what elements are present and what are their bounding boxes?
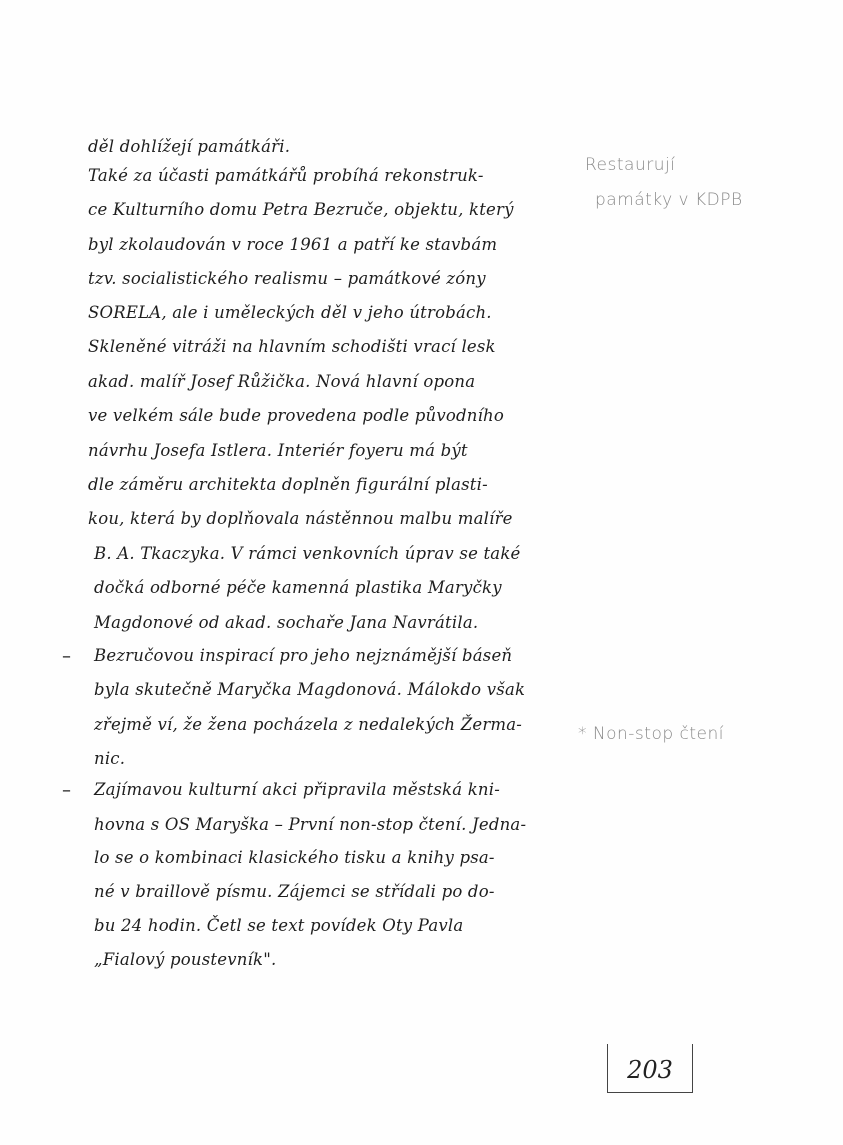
text-line: Zajímavou kulturní akci připravila městská kni- (94, 780, 501, 799)
text-line: ve velkém sále bude provedena podle původního (88, 406, 505, 425)
text-line: tzv. socialistického realismu – památkové zóny (88, 269, 486, 288)
page-number-box (607, 1044, 693, 1093)
text-line: nic. (94, 749, 126, 768)
text-line: byl zkolaudován v roce 1961 a patří ke stavbám (88, 235, 498, 254)
margin-note: památky v KDPB (595, 190, 743, 210)
margin-note: * Non-stop čtení (578, 724, 725, 744)
text-line: byla skutečně Maryčka Magdonová. Málokdo však (94, 680, 526, 699)
text-line: ce Kulturního domu Petra Bezruče, objektu, který (88, 200, 514, 219)
text-line: Skleněné vitráži na hlavním schodišti vrací lesk (88, 337, 496, 356)
margin-note: Restaurují (585, 155, 676, 175)
text-line: Magdonové od akad. sochaře Jana Navrátila. (94, 613, 479, 632)
text-line: lo se o kombinaci klasického tisku a knihy psa- (94, 848, 495, 867)
text-line: SORELA, ale i uměleckých děl v jeho útrobách. (88, 303, 492, 322)
text-line: bu 24 hodin. Četl se text povídek Oty Pavla (94, 916, 464, 935)
text-line: dočká odborné péče kamenná plastika Maryčky (94, 578, 502, 597)
text-line: „Fialový poustevník". (94, 950, 277, 969)
text-line: děl dohlížejí památkáři. (88, 137, 291, 156)
text-line: kou, která by doplňovala nástěnnou malbu malíře (88, 509, 513, 528)
text-line: né v braillově písmu. Zájemci se střídali po do- (94, 882, 495, 901)
bullet-dash: – (62, 780, 71, 801)
page-number: 203 (627, 1056, 673, 1084)
text-line: zřejmě ví, že žena pocházela z nedalekých Žerma- (94, 715, 523, 734)
text-line: hovna s OS Maryška – První non-stop čtení. Jedna- (94, 815, 527, 834)
bullet-dash: – (62, 646, 71, 667)
text-line: dle záměru architekta doplněn figurální plasti- (88, 475, 488, 494)
text-line: B. A. Tkaczyka. V rámci venkovních úprav se také (94, 544, 521, 563)
text-line: návrhu Josefa Istlera. Interiér foyeru má být (88, 441, 468, 460)
text-line: akad. malíř Josef Růžička. Nová hlavní opona (88, 372, 476, 391)
text-line: Také za účasti památkářů probíhá rekonstruk- (88, 166, 484, 185)
text-line: Bezručovou inspirací pro jeho nejznámější báseň (94, 646, 513, 665)
